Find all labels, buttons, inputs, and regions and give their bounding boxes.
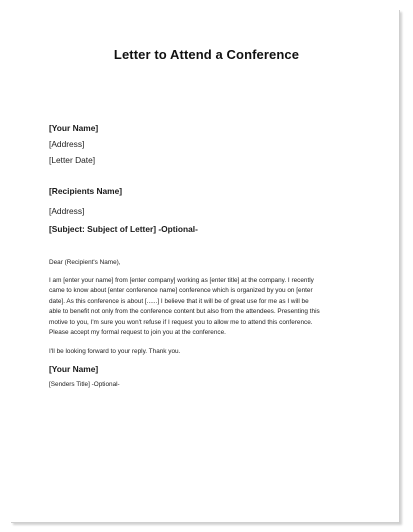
body-line: came to know about [enter conference name] conference which is organized by you on [enter — [49, 287, 313, 295]
letter-title: Letter to Attend a Conference — [113, 47, 300, 62]
body-line: Please accept my formal request to join you at the conference. — [49, 329, 226, 337]
salutation: Dear (Recipient's Name), — [49, 259, 121, 266]
signature-title: [Senders Title] -Optional- — [49, 381, 120, 388]
letter-page — [11, 10, 400, 523]
sender-name: [Your Name] — [49, 123, 99, 133]
body-line: I am [enter your name] from [enter company] working as [enter title] at the company. I recently — [49, 277, 314, 284]
sender-address: [Address] — [49, 139, 85, 149]
letter-date: [Letter Date] — [49, 155, 96, 165]
closing-line: I'll be looking forward to your reply. Thank you. — [49, 348, 181, 355]
recipient-address: [Address] — [49, 206, 85, 216]
body-line: date]. As this conference is about [......] I believe that it will be of great use for me as I will be — [49, 297, 309, 305]
signature-name: [Your Name] — [49, 364, 99, 374]
body-line: motive to you, I'm sure you won't refuse if I request you to allow me to attend this conference. — [49, 318, 313, 326]
subject-line: [Subject: Subject of Letter] -Optional- — [49, 224, 198, 234]
recipient-name: [Recipients Name] — [49, 186, 123, 196]
body-paragraph — [49, 276, 367, 338]
body-line: able to benefit not only from the conference content but also from the attendees. Presenting this — [49, 308, 320, 316]
